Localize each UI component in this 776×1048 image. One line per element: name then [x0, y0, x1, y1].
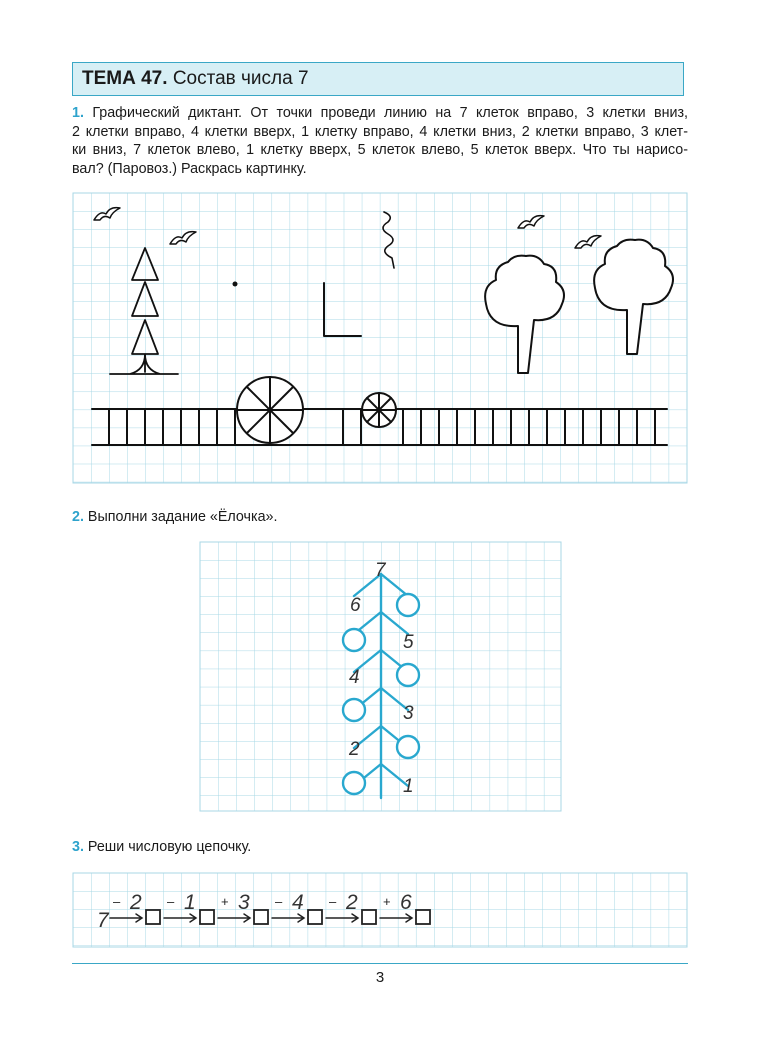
task-3-instruction: Реши числовую цепочку.	[87, 839, 252, 855]
chain-op-1-value: 2	[130, 891, 142, 914]
topic-header	[72, 62, 684, 96]
tree-number-5: 5	[403, 632, 414, 653]
task-1-line-2: 2 клетки вправо, 4 клетки вверх, 1 клетку вправо, 4 клетки вниз, 2 клетки вправо, 3 клет-	[72, 123, 688, 140]
tree-number-4: 4	[349, 667, 360, 688]
tree-top-number: 7	[375, 560, 386, 581]
answer-circle	[343, 629, 365, 651]
task-2-text	[72, 508, 688, 527]
task-1-line-4: вал? (Паровоз.) Раскрась картинку.	[72, 160, 307, 177]
answer-circle	[397, 664, 419, 686]
small-wheel-icon	[362, 393, 396, 427]
chain-start-number: 7	[97, 909, 109, 932]
tree-task-grid	[198, 540, 562, 812]
chain-op-5-value: 2	[346, 891, 358, 914]
page-number: 3	[375, 969, 385, 986]
chain-op-2-value: 1	[184, 891, 196, 914]
task-2-instruction: Выполни задание «Ёлочка».	[87, 509, 278, 525]
topic-heading	[82, 68, 309, 90]
chain-op-2-sign: –	[167, 894, 175, 909]
dictation-grid	[70, 190, 688, 484]
chain-op-5-sign: –	[329, 894, 337, 909]
chain-op-6-value: 6	[400, 891, 412, 914]
topic-title: Состав числа 7	[172, 68, 309, 89]
answer-circle	[397, 736, 419, 758]
task-1-text	[72, 104, 688, 178]
big-wheel-icon	[237, 377, 303, 443]
task-1-number: 1.	[72, 105, 84, 121]
tree-number-6: 6	[350, 595, 361, 616]
chain-op-4-value: 4	[292, 891, 304, 914]
tree-number-1: 1	[403, 776, 414, 797]
tree-number-2: 2	[349, 739, 360, 760]
chain-op-6-sign: +	[383, 894, 391, 909]
tree-number-3: 3	[403, 703, 414, 724]
task-3-number: 3.	[72, 839, 84, 855]
answer-circle	[397, 594, 419, 616]
task-2-number: 2.	[72, 509, 84, 525]
task-3-text	[72, 838, 688, 857]
chain-op-3-sign: +	[221, 894, 229, 909]
answer-circle	[343, 699, 365, 721]
task-1-line-1: 1. Графический диктант. От точки проведи линию на 7 клеток вправо, 3 клетки вниз,	[72, 105, 688, 121]
chain-op-3-value: 3	[238, 891, 250, 914]
footer-rule	[72, 963, 688, 964]
start-dot	[233, 282, 238, 287]
chain-op-4-sign: –	[275, 894, 283, 909]
task-1-line-3: ки вниз, 7 клеток влево, 1 клетку вверх, 5 клеток влево, 5 клеток вверх. Что ты нарисо-	[72, 142, 688, 158]
number-chain-grid	[70, 870, 688, 948]
topic-label: ТЕМА 47.	[82, 68, 168, 89]
answer-circle	[343, 772, 365, 794]
chain-op-1-sign: –	[113, 894, 121, 909]
